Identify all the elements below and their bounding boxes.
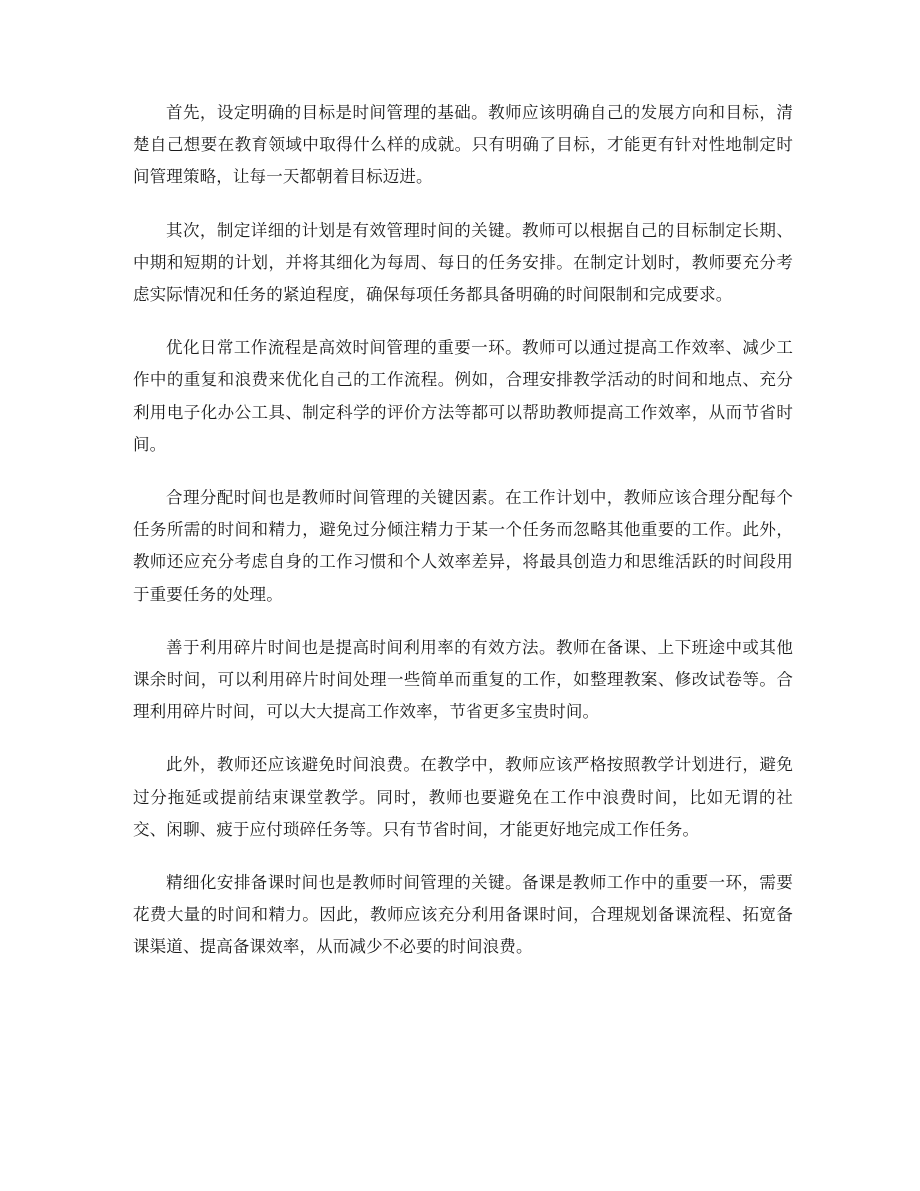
paragraph-detailed-plan: 其次，制定详细的计划是有效管理时间的关键。教师可以根据自己的目标制定长期、中期和短期的计划，并将其细化为每周、每日的任务安排。在制定计划时，教师要充分考虑实际情况和任务的紧迫程度，确保每项任务都具备明确的时间限制和完成要求。 bbox=[133, 220, 793, 305]
paragraph-goal-setting: 首先，设定明确的目标是时间管理的基础。教师应该明确自己的发展方向和目标，清楚自己想要在教育领域中取得什么样的成就。只有明确了目标，才能更有针对性地制定时间管理策略，让每一天都朝着目标迈进。 bbox=[133, 103, 793, 187]
document-body bbox=[133, 97, 793, 985]
paragraph-fragment-time: 善于利用碎片时间也是提高时间利用率的有效方法。教师在备课、上下班途中或其他课余时间，可以利用碎片时间处理一些简单而重复的工作，如整理教案、修改试卷等。合理利用碎片时间，可以大大提高工作效率，节省更多宝贵时间。 bbox=[133, 637, 793, 722]
paragraph-lesson-prep: 精细化安排备课时间也是教师时间管理的关键。备课是教师工作中的重要一环，需要花费大量的时间和精力。因此，教师应该充分利用备课时间，合理规划备课流程、拓宽备课渠道、提高备课效率，从而减少不必要的时间浪费。 bbox=[133, 873, 793, 957]
paragraph-time-allocation: 合理分配时间也是教师时间管理的关键因素。在工作计划中，教师应该合理分配每个任务所需的时间和精力，避免过分倾注精力于某一个任务而忽略其他重要的工作。此外，教师还应充分考虑自身的工作习惯和个人效率差异，将最具创造力和思维活跃的时间段用于重要任务的处理。 bbox=[133, 488, 793, 604]
paragraph-workflow: 优化日常工作流程是高效时间管理的重要一环。教师可以通过提高工作效率、减少工作中的重复和浪费来优化自己的工作流程。例如，合理安排教学活动的时间和地点、充分利用电子化办公工具、制定科学的评价方法等都可以帮助教师提高工作效率，从而节省时间。 bbox=[133, 338, 793, 454]
paragraph-avoid-waste: 此外，教师还应该避免时间浪费。在教学中，教师应该严格按照教学计划进行，避免过分拖延或提前结束课堂教学。同时，教师也要避免在工作中浪费时间，比如无谓的社交、闲聊、疲于应付琐碎任务等。只有节省时间，才能更好地完成工作任务。 bbox=[133, 755, 793, 839]
